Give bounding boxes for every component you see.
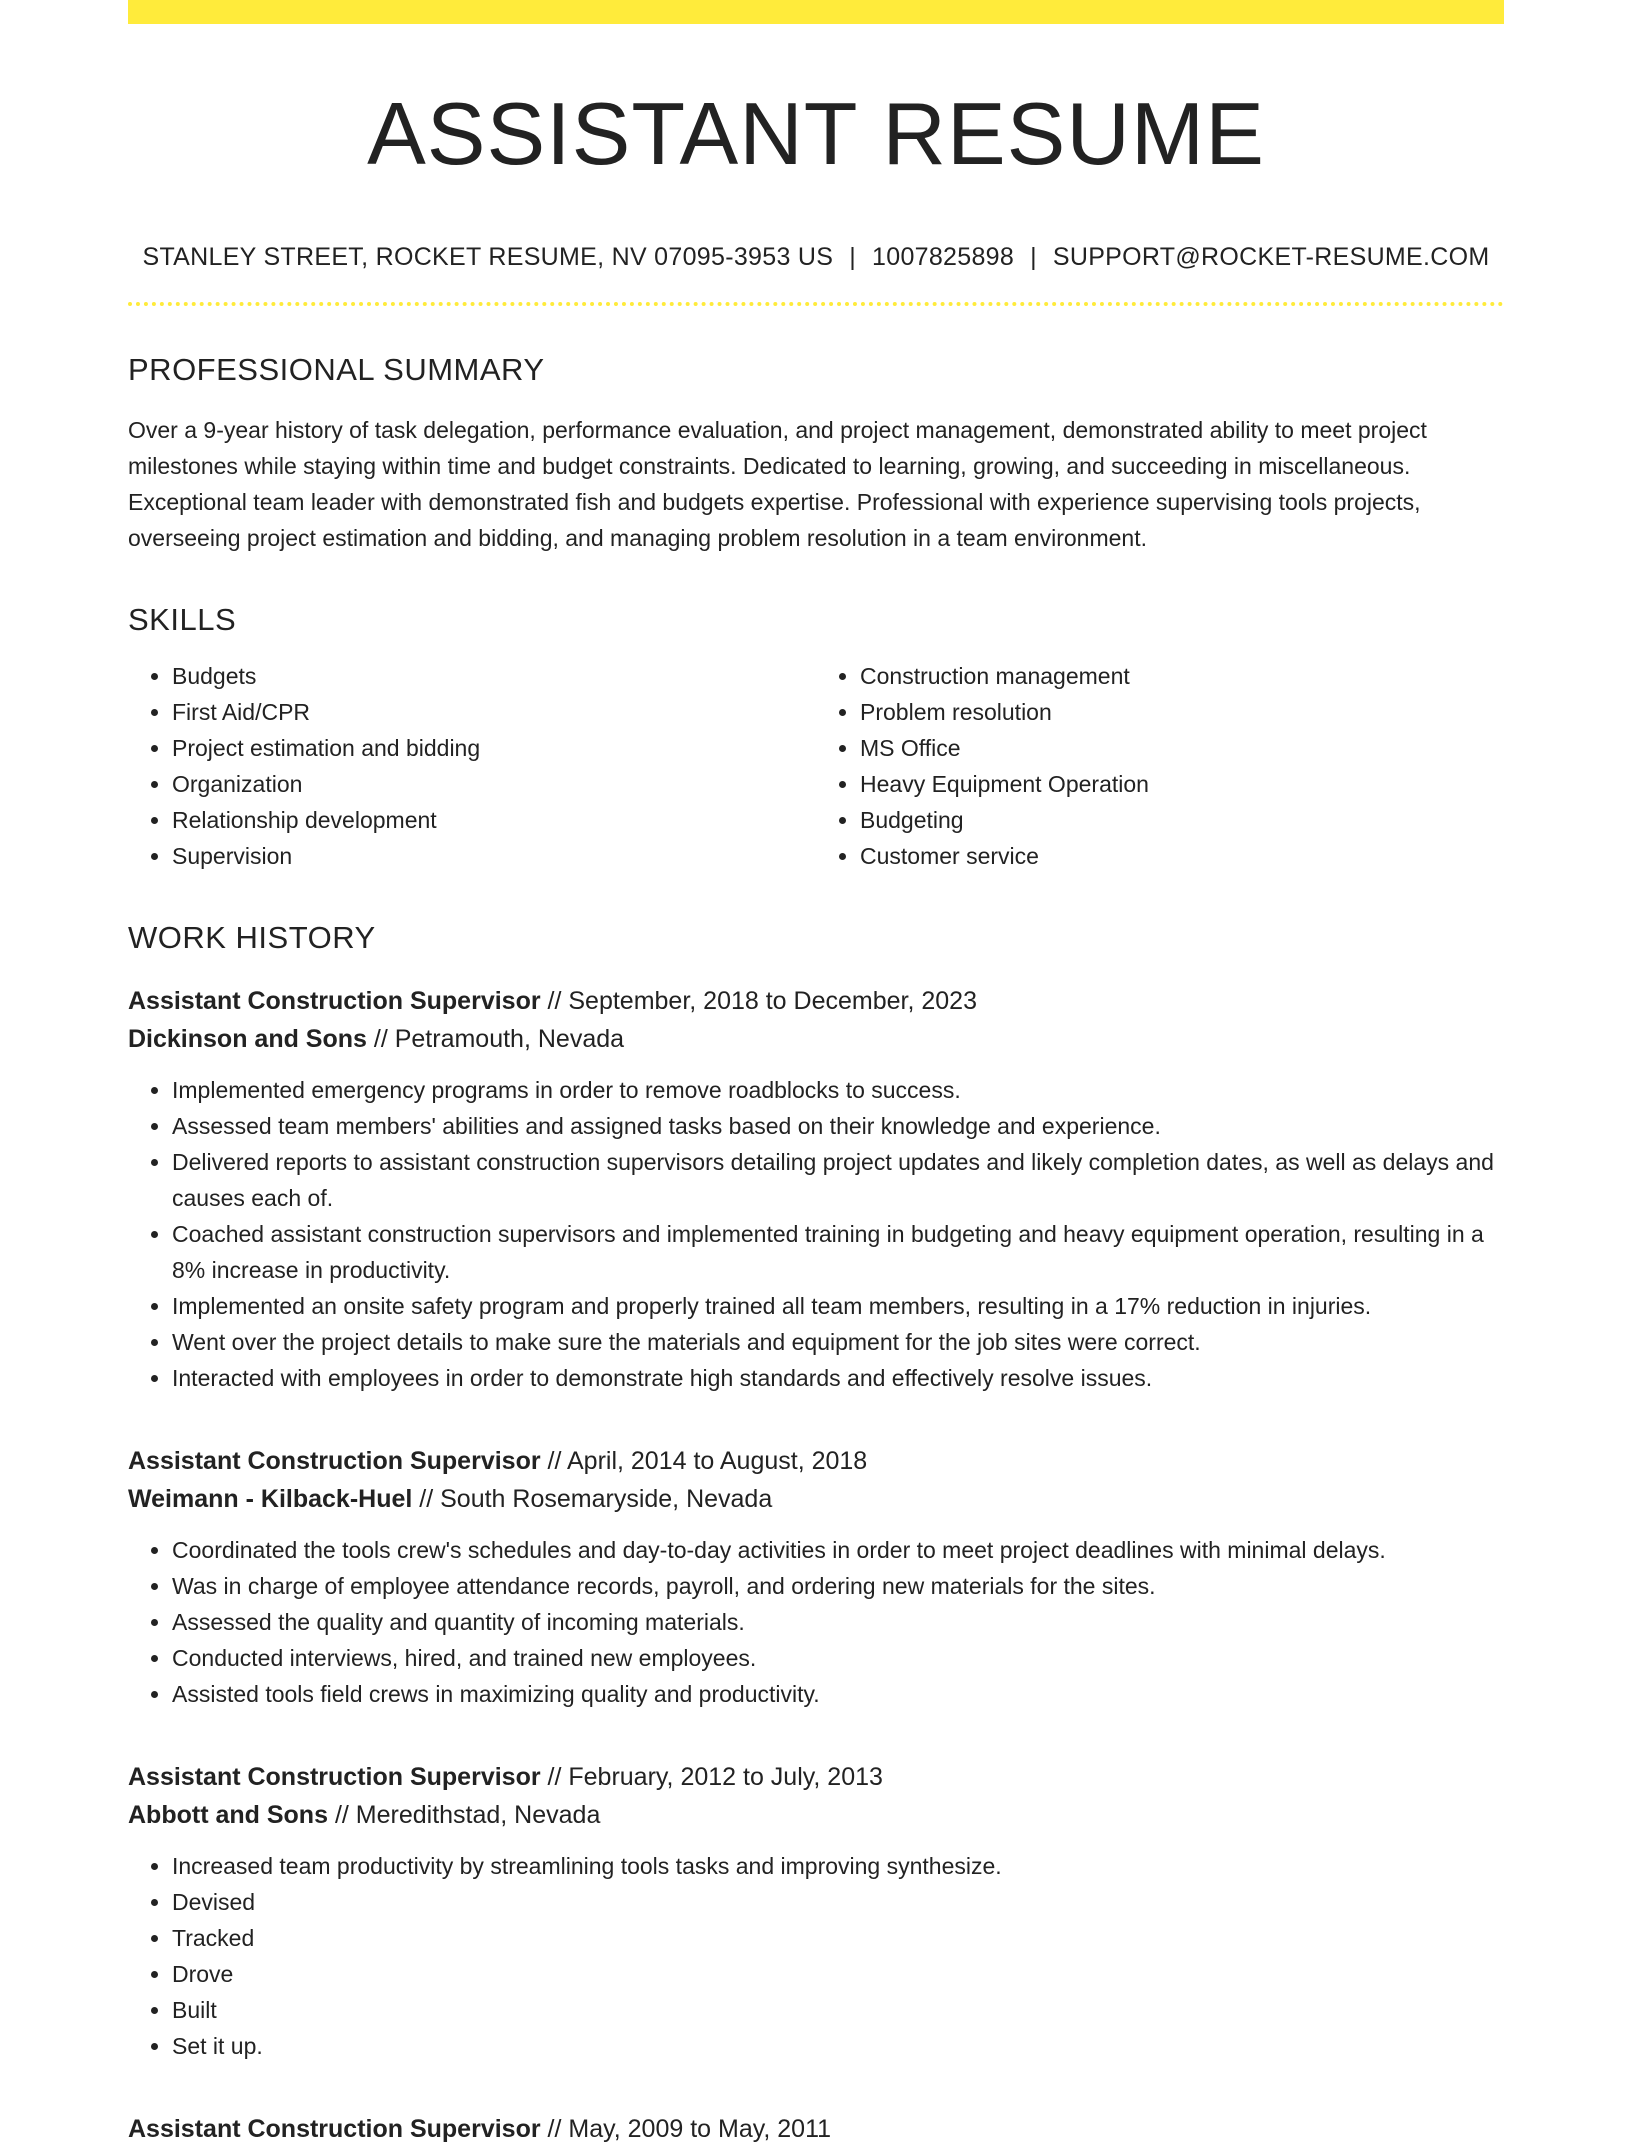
job-bullet: • Coached assistant construction supervisors and implemented training in budgeting and heavy equipment operation, resulting in a 8% increase in productivity. [172, 1216, 1504, 1288]
job-bullet: • Increased team productivity by streamlining tools tasks and improving synthesize. [172, 1848, 1504, 1884]
skill-item: • First Aid/CPR [172, 694, 816, 730]
job-entry [128, 1442, 1504, 1712]
job-bullets [128, 1848, 1504, 2064]
skill-item: • Budgeting [860, 802, 1504, 838]
job-bullet: • Was in charge of employee attendance records, payroll, and ordering new materials for the sites. [172, 1568, 1504, 1604]
job-bullet: • Devised [172, 1884, 1504, 1920]
job-bullet: • Drove [172, 1956, 1504, 1992]
job-entry [128, 2110, 1504, 2148]
job-bullet: • Implemented emergency programs in order to remove roadblocks to success. [172, 1072, 1504, 1108]
job-location: // Meredithstad, Nevada [334, 1800, 601, 1829]
summary-heading: PROFESSIONAL SUMMARY [128, 351, 545, 387]
job-title: Assistant Construction Supervisor [128, 1446, 541, 1475]
skill-item: • Construction management [860, 658, 1504, 694]
job-bullet: • Assessed the quality and quantity of incoming materials. [172, 1604, 1504, 1640]
job-dates: // September, 2018 to December, 2023 [547, 986, 977, 1015]
contact-separator: | [1030, 242, 1037, 271]
job-bullet: • Assessed team members' abilities and assigned tasks based on their knowledge and experience. [172, 1108, 1504, 1144]
skill-item: • Supervision [172, 838, 816, 874]
contact-separator: | [849, 242, 857, 271]
job-bullet: • Coordinated the tools crew's schedules and day-to-day activities in order to meet project deadlines with minimal delays. [172, 1532, 1504, 1568]
contact-phone: 1007825898 [872, 242, 1015, 271]
job-bullet: • Delivered reports to assistant construction supervisors detailing project updates and likely completion dates, as well as delays and causes each of. [172, 1144, 1504, 1216]
skills-columns [128, 658, 1504, 874]
job-bullet: • Implemented an onsite safety program and properly trained all team members, resulting in a 17% reduction in injuries. [172, 1288, 1504, 1324]
skill-item: • MS Office [860, 730, 1504, 766]
job-dates: // February, 2012 to July, 2013 [547, 1762, 883, 1791]
job-company: Dickinson and Sons [128, 1024, 367, 1053]
job-dates: // April, 2014 to August, 2018 [547, 1446, 868, 1475]
job-title: Assistant Construction Supervisor [128, 986, 541, 1015]
job-bullet: • Conducted interviews, hired, and trained new employees. [172, 1640, 1504, 1676]
job-company: Abbott and Sons [128, 1800, 328, 1829]
job-location: // South Rosemaryside, Nevada [419, 1484, 773, 1513]
top-accent-bar [128, 0, 1504, 24]
page-title: ASSISTANT RESUME [367, 84, 1265, 183]
job-title: Assistant Construction Supervisor [128, 2114, 541, 2143]
job-bullets [128, 1532, 1504, 1712]
job-company-line [128, 1020, 1504, 1058]
job-bullet: • Built [172, 1992, 1504, 2028]
job-company: Weimann - Kilback-Huel [128, 1484, 413, 1513]
job-bullet: • Set it up. [172, 2028, 1504, 2064]
resume-page [128, 0, 1504, 2148]
work-history-heading: WORK HISTORY [128, 919, 376, 955]
job-entry [128, 982, 1504, 1396]
skill-item: • Organization [172, 766, 816, 802]
contact-line [128, 243, 1504, 272]
job-dates: // May, 2009 to May, 2011 [547, 2114, 832, 2143]
job-title-line [128, 1442, 1504, 1480]
job-title: Assistant Construction Supervisor [128, 1762, 541, 1791]
skill-item: • Budgets [172, 658, 816, 694]
job-bullet: • Assisted tools field crews in maximizing quality and productivity. [172, 1676, 1504, 1712]
contact-email: SUPPORT@ROCKET-RESUME.COM [1052, 242, 1490, 271]
job-entry [128, 1758, 1504, 2064]
skill-item: • Project estimation and bidding [172, 730, 816, 766]
dotted-divider [128, 302, 1504, 306]
job-company-line [128, 1796, 1504, 1834]
contact-address: STANLEY STREET, ROCKET RESUME, NV 07095-3953 US [142, 242, 834, 271]
job-title-line [128, 2110, 1504, 2148]
skills-list-right [816, 658, 1504, 874]
job-company-line [128, 1480, 1504, 1518]
job-title-line [128, 1758, 1504, 1796]
skills-heading: SKILLS [128, 601, 237, 637]
job-bullet: • Went over the project details to make sure the materials and equipment for the job sites were correct. [172, 1324, 1504, 1360]
job-bullets [128, 1072, 1504, 1396]
skill-item: • Heavy Equipment Operation [860, 766, 1504, 802]
job-bullet: • Interacted with employees in order to demonstrate high standards and effectively resolve issues. [172, 1360, 1504, 1396]
skill-item: • Problem resolution [860, 694, 1504, 730]
skills-list-left [128, 658, 816, 874]
skill-item: • Relationship development [172, 802, 816, 838]
job-location: // Petramouth, Nevada [373, 1024, 625, 1053]
summary-text: Over a 9-year history of task delegation, performance evaluation, and project management, demonstrated ability to meet project milestones while staying within time and budget constraints. Dedicated to learning, growing, and succeeding in miscellaneous. Exceptional team leader with demonstrated fish and budgets expertise. Professional with experience supervising tools projects, overseeing project estimation and bidding, and managing problem resolution in a team environment. [128, 416, 1427, 551]
skill-item: • Customer service [860, 838, 1504, 874]
job-title-line [128, 982, 1504, 1020]
job-bullet: • Tracked [172, 1920, 1504, 1956]
